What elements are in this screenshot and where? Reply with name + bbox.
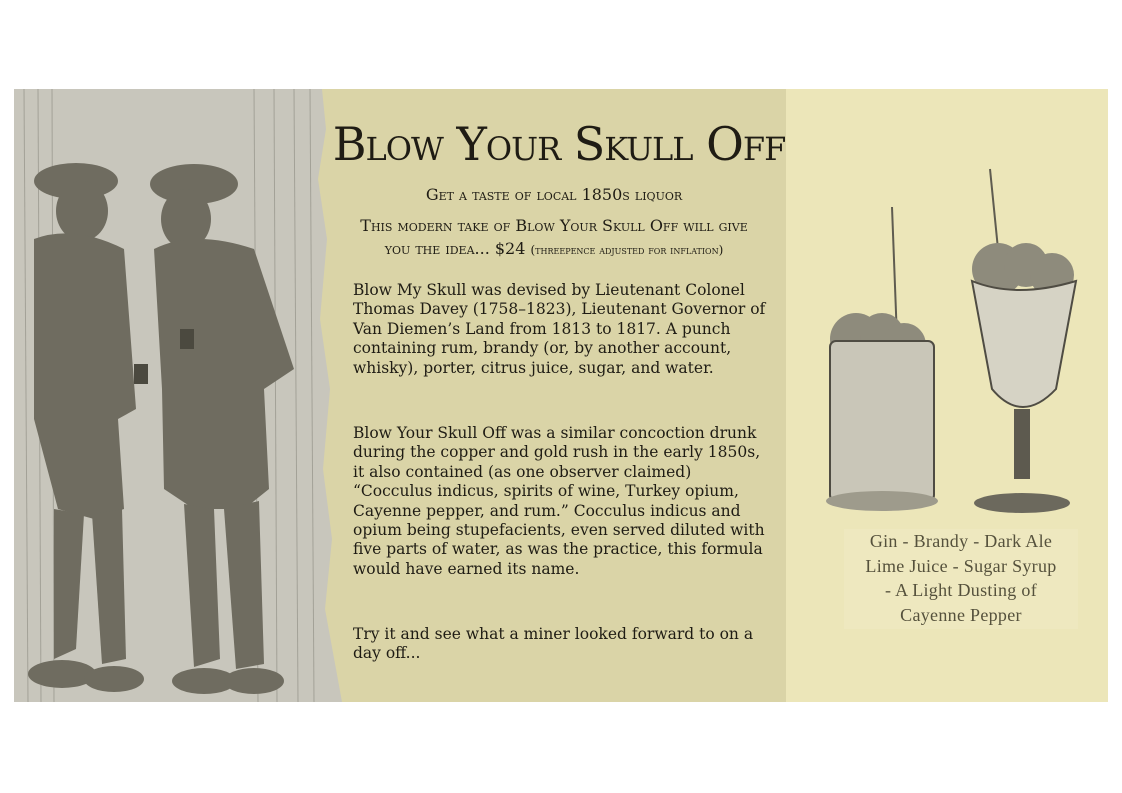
- miners-engraving: [14, 89, 354, 702]
- history-paragraph-2: Blow Your Skull Off was a similar concoction drunk during the copper and gold rush in the early 1850s, it also contained (as one observer claimed) “Cocculus indicus, spirits of wine, Turkey opium, Cayenne pepper, and rum.” Cocculus indicus and opium being stupefacients, even served diluted with five parts of water, as was the practice, this formula would have earned its name.: [353, 424, 765, 578]
- subtitle-line-2: This modern take of Blow Your Skull Off will give: [360, 216, 748, 235]
- ingredients-list: [844, 529, 1078, 629]
- ingredients-line-4: Cayenne Pepper: [900, 604, 1022, 625]
- inflation-note: (threepence adjusted for inflation): [530, 243, 724, 257]
- poster-card: [14, 89, 1108, 702]
- subtitle-line-1: Get a taste of local 1850s liquor: [425, 185, 683, 204]
- subtitle-lines-2-3: [314, 214, 794, 262]
- subtitle-line-3: you the idea... $24: [384, 239, 526, 258]
- ingredients-line-2: Lime Juice - Sugar Syrup: [865, 555, 1057, 576]
- ingredients-line-3: - A Light Dusting of: [884, 580, 1037, 600]
- history-paragraph-1: Blow My Skull was devised by Lieutenant Colonel Thomas Davey (1758–1823), Lieutenant Governor of Van Diemen’s Land from 1813 to 1817. A punch containing rum, brandy (or, by another account, whisky), porter, citrus juice, sugar, and water.: [353, 281, 766, 377]
- closing-paragraph: Try it and see what a miner looked forward to on a day off...: [353, 625, 754, 663]
- cocktail-glasses-engraving: [786, 89, 1108, 529]
- ingredients-line-1: Gin - Brandy - Dark Ale: [869, 531, 1053, 551]
- poster-title: Blow Your Skull Off: [332, 117, 786, 171]
- right-panel: [786, 89, 1108, 702]
